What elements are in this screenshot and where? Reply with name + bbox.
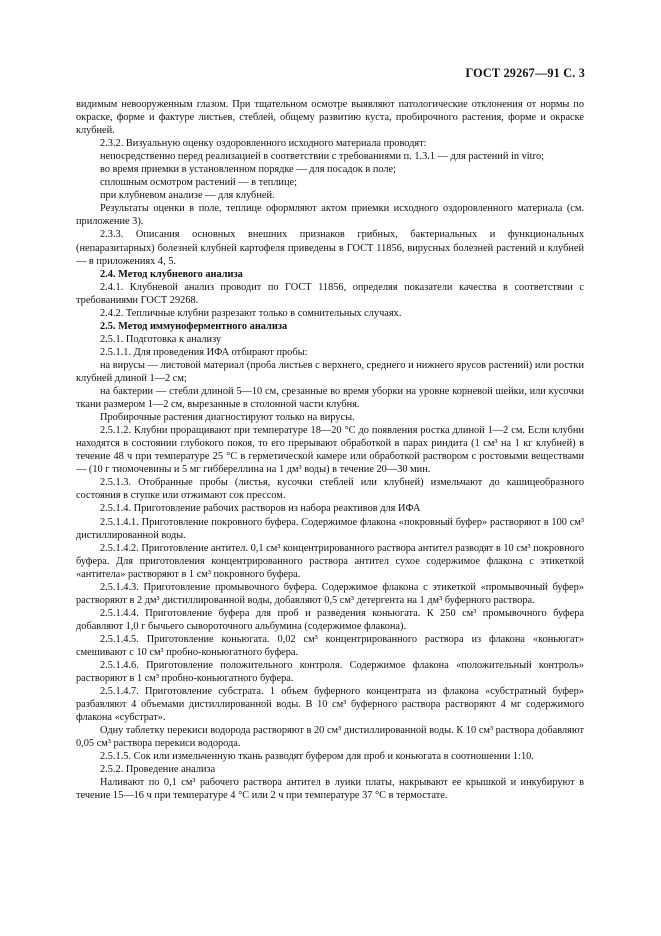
paragraph: 2.5.1.4.3. Приготовление промывочного буфера. Содержимое флакона с этикеткой «промывочный буфер» растворяют в 2 дм³ дистиллированной воды, добавляют 0,5 см³ детергента на 1 дм³ буферного раствора.: [76, 581, 584, 606]
paragraph: сплошным осмотром растений — в теплице;: [100, 177, 297, 189]
document-body: [76, 98, 584, 803]
paragraph: 2.4.2. Тепличные клубни разрезают только в сомнительных случаях.: [100, 307, 402, 319]
paragraph: 2.5.1.2. Клубни проращивают при температуре 18—20 °С до появления ростка длиной 1—2 см. Если клубни находятся в состоянии глубокого покоя, то его прерывают обработкой в парах риндита (1 см³ на 1 кг клубней) в течение 48 ч при температуре 25 °С в герметической камере или обработкой раствором с ростовыми веществами — (10 г тиомочевины и 5 мг гиббереллина на 1 дм³ воды) в течение 20—30 мин.: [76, 425, 584, 476]
paragraph: 2.3.2. Визуальную оценку оздоровленного исходного материала проводят:: [100, 138, 427, 150]
paragraph: Одну таблетку перекиси водорода растворяют в 20 см³ дистиллированной воды. К 10 см³ раствора добавляют 0,05 см³ раствора перекиси водорода.: [76, 725, 584, 750]
paragraph: 2.5.1.4.2. Приготовление антител. 0,1 см³ концентрированного раствора антител разводят в 10 см³ покровного буфера. Для приготовления концентрированного раствора антител сухое содержимое флакона с этикеткой «антитела» растворяют в 1 см³ покровного буфера.: [76, 542, 584, 580]
paragraph: 2.3.3. Описания основных внешних признаков грибных, бактериальных и функциональных (непаразитарных) болезней клубней картофеля приведены в ГОСТ 11856, вирусных болезней растений и клубней — в приложениях 4, 5.: [76, 229, 584, 267]
paragraph: 2.5.1.1. Для проведения ИФА отбирают пробы:: [100, 346, 308, 358]
paragraph: 2.5.2. Проведение анализа: [100, 764, 216, 776]
section-heading: 2.5. Метод иммуноферментного анализа: [100, 320, 288, 332]
paragraph: 2.5.1.4.7. Приготовление субстрата. 1 объем буферного концентрата из флакона «субстратный буфер» разбавляют 4 объемами дистиллированной воды. В 10 см³ буферного раствора растворяют 4 мг содержимого флакона «субстрат».: [76, 686, 584, 724]
paragraph: 2.5.1.4. Приготовление рабочих растворов из набора реактивов для ИФА: [100, 503, 421, 515]
paragraph: 2.5.1.3. Отобранные пробы (листья, кусочки стеблей или клубней) измельчают до кашицеобразного состояния в ступке или отжимают сок прессом.: [76, 477, 584, 502]
paragraph: Наливают по 0,1 см³ рабочего раствора антител в луики платы, накрывают ее крышкой и инкубируют в течение 15—16 ч при температуре 4 °С или 2 ч при температуре 37 °С в термостате.: [76, 777, 584, 802]
paragraph: на бактерии — стебли длиной 5—10 см, срезанные во время уборки на уровне корневой шейки, или кусочки ткани размером 1—2 см, вырезанные в столонной части клубня.: [76, 386, 584, 411]
paragraph: 2.4.1. Клубневой анализ проводит по ГОСТ 11856, определяя показатели качества в соответствии с требованиями ГОСТ 29268.: [76, 281, 584, 306]
paragraph: Результаты оценки в поле, теплице оформляют актом приемки исходного оздоровленного материала (см. приложение 3).: [76, 203, 584, 228]
paragraph: 2.5.1.4.1. Приготовление покровного буфера. Содержимое флакона «покровный буфер» растворяют в 100 см³ дистиллированной воды.: [76, 516, 584, 541]
paragraph: Пробирочные растения диагностируют только на вирусы.: [100, 412, 355, 424]
paragraph: видимым невооруженным глазом. При тщательном осмотре выявляют патологические отклонения от нормы по окраске, форме и фактуре листьев, стеблей, общему развитию куста, пробирочного растения, форме и окраске клубней.: [76, 99, 584, 137]
section-heading: 2.4. Метод клубневого анализа: [100, 268, 243, 280]
paragraph: во время приемки в установленном порядке — для посадок в поле;: [100, 164, 397, 176]
paragraph: 2.5.1. Подготовка к анализу: [100, 333, 222, 345]
paragraph: на вирусы — листовой материал (проба листьев с верхнего, среднего и нижнего ярусов растений) или ростки клубней длиной 1—2 см;: [76, 359, 584, 384]
paragraph: 2.5.1.5. Сок или измельченную ткань разводят буфером для проб и коньюгата в соотношении 1:10.: [100, 751, 534, 763]
paragraph: 2.5.1.4.6. Приготовление положительного контроля. Содержимое флакона «положительный контроль» растворяют в 1 см³ пробно-коньюгатного буфера.: [76, 660, 584, 685]
paragraph: при клубневом анализе — для клубней.: [100, 190, 275, 202]
paragraph: 2.5.1.4.4. Приготовление буфера для проб и разведения коньюгата. К 250 см³ промывочного буфера добавляют 1,0 г бычьего сывороточного альбумина (содержимое флакона).: [76, 607, 584, 632]
paragraph: 2.5.1.4.5. Приготовление коньюгата. 0,02 см³ концентрированного раствора из флакона «коньюгат» смешивают с 10 см³ пробно-коньюгатного буфера.: [76, 633, 584, 658]
page-header: ГОСТ 29267—91 С. 3: [465, 66, 585, 80]
paragraph: непосредственно перед реализацией в соответствии с требованиями п. 1.3.1 — для растений in vitro;: [100, 151, 544, 163]
